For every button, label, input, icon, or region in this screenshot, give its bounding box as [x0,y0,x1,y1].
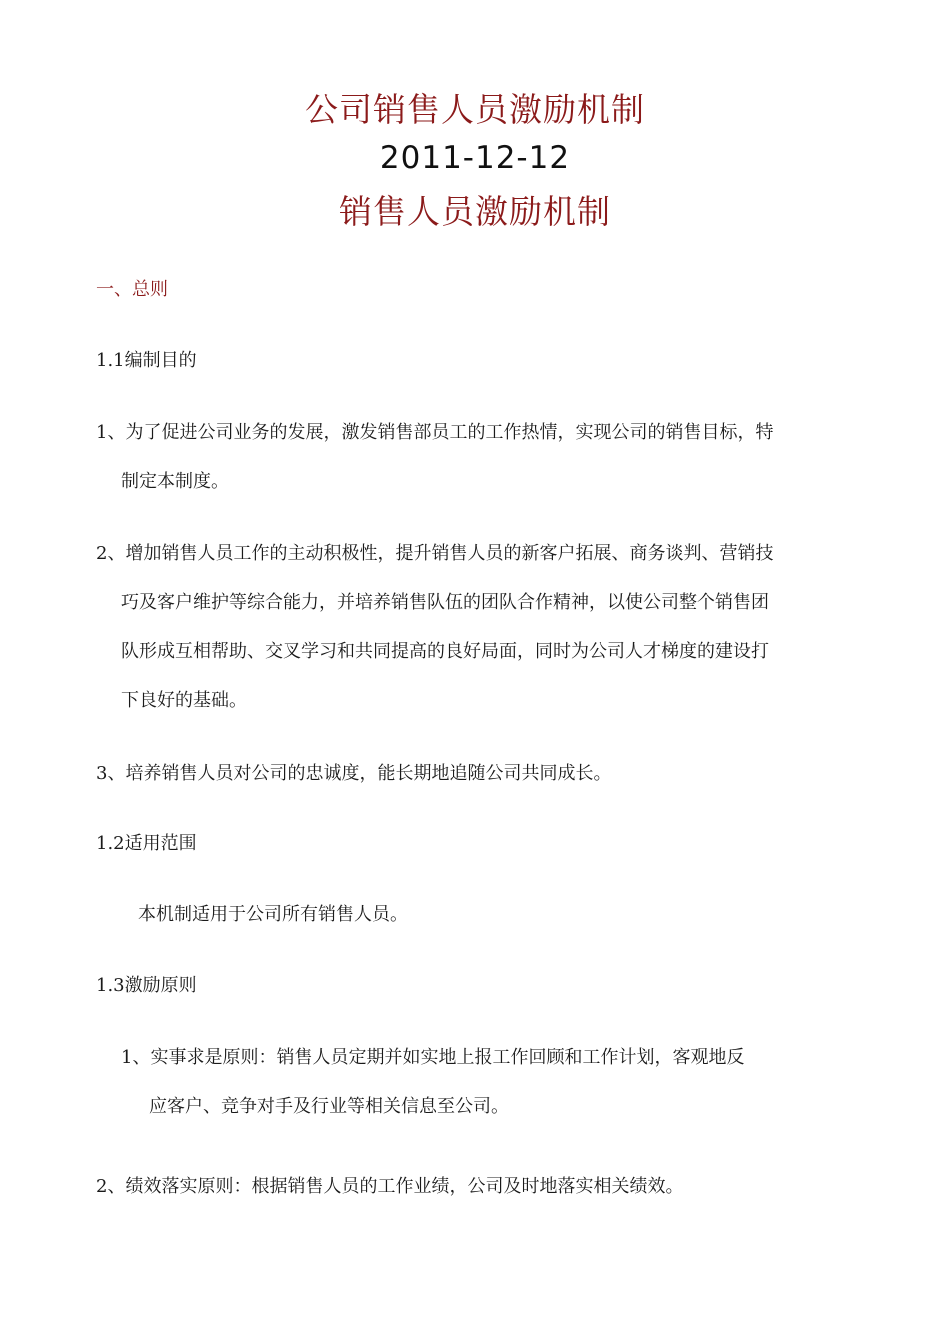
paragraph-2-line-4: 下良好的基础。 [121,690,247,711]
principle-1-line-2: 应客户、竞争对手及行业等相关信息至公司。 [149,1096,509,1117]
paragraph-2-line-1: 2、增加销售人员工作的主动积极性，提升销售人员的新客户拓展、商务谈判、营销技 [96,543,774,564]
paragraph-3-line-1: 3、培养销售人员对公司的忠诚度，能长期地追随公司共同成长。 [96,763,612,784]
paragraph-1-line-2: 制定本制度。 [121,471,229,492]
document-title: 公司销售人员激励机制 [305,90,645,129]
principle-2-line-1: 2、绩效落实原则：根据销售人员的工作业绩，公司及时地落实相关绩效。 [96,1176,684,1197]
subsection-heading-purpose: 1.1编制目的 [96,350,197,371]
paragraph-2-line-3: 队形成互相帮助、交叉学习和共同提高的良好局面，同时为公司人才梯度的建设打 [121,641,769,662]
document-subtitle: 销售人员激励机制 [339,192,611,231]
subsection-heading-principles: 1.3激励原则 [96,975,197,996]
section-heading-general: 一、总则 [96,279,168,300]
scope-paragraph: 本机制适用于公司所有销售人员。 [138,904,408,925]
principle-1-line-1: 1、实事求是原则：销售人员定期并如实地上报工作回顾和工作计划，客观地反 [121,1047,745,1068]
paragraph-1-line-1: 1、为了促进公司业务的发展，激发销售部员工的工作热情，实现公司的销售目标，特 [96,422,774,443]
document-date: 2011-12-12 [379,140,571,176]
subsection-heading-scope: 1.2适用范围 [96,833,197,854]
paragraph-2-line-2: 巧及客户维护等综合能力，并培养销售队伍的团队合作精神，以使公司整个销售团 [121,592,769,613]
